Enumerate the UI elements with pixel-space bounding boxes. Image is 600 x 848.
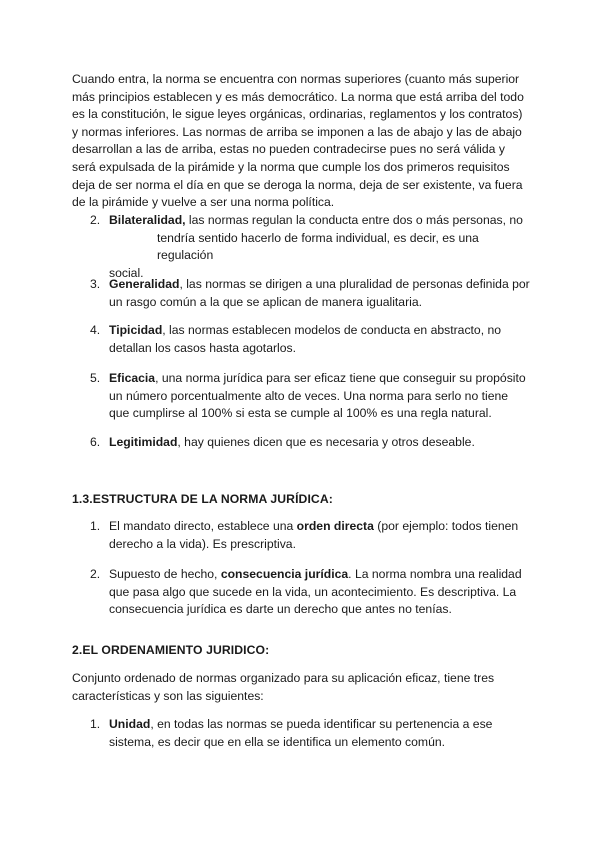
list-number: 2. bbox=[90, 213, 101, 227]
intro-line: es la constitución, le sigue leyes orgánicas, ordinarias, reglamentos y los contratos) bbox=[72, 107, 523, 122]
list-number: 3. bbox=[90, 277, 101, 291]
section-2-intro bbox=[72, 670, 532, 705]
list-text: que cumplirse al 100% si esta se cumple al 100% es una regla natural. bbox=[109, 406, 492, 421]
intro-line: desarrollan a las de arriba, estas no pueden contradecirse pues no será válida y bbox=[72, 142, 505, 157]
list-text: El mandato directo, establece una bbox=[109, 519, 297, 533]
list-item-tipicidad bbox=[90, 322, 530, 357]
list-item-legitimidad bbox=[90, 434, 530, 452]
list-text: detallan los casos hasta agotarlos. bbox=[109, 340, 296, 355]
list-text: consecuencia jurídica es darte un derecho que antes no tenías. bbox=[109, 602, 452, 617]
intro-line: más principios establecen y es más democrático. La norma que está arriba del todo bbox=[72, 89, 524, 104]
intro-paragraph bbox=[72, 71, 532, 212]
section-heading-ordenamiento: 2.EL ORDENAMIENTO JURIDICO: bbox=[72, 643, 270, 657]
list-term: Legitimidad bbox=[109, 435, 178, 449]
list-number: 4. bbox=[90, 323, 101, 337]
intro-line: y normas inferiores. Las normas de arriba se imponen a las de abajo y las de abajo bbox=[72, 124, 522, 139]
list-item-unidad bbox=[90, 716, 530, 751]
list-item-orden-directa bbox=[90, 518, 530, 553]
list-text: . La norma nombra una realidad bbox=[348, 567, 522, 581]
list-number: 1. bbox=[90, 519, 101, 533]
list-item-eficacia bbox=[90, 370, 530, 423]
list-text: las normas regulan la conducta entre dos o más personas, no bbox=[185, 213, 523, 227]
list-text: derecho a la vida). Es prescriptiva. bbox=[109, 536, 296, 551]
list-text: , hay quienes dicen que es necesaria y otros deseable. bbox=[177, 435, 475, 449]
intro-line: deja de ser norma el día en que se deroga la norma, deja de ser existente, va fuera bbox=[72, 177, 523, 192]
list-item-bilateralidad bbox=[90, 212, 530, 282]
list-number: 5. bbox=[90, 371, 101, 385]
list-number: 2. bbox=[90, 567, 101, 581]
list-text: social. bbox=[109, 265, 144, 280]
list-text: que pasa algo que sucede en la vida, un acontecimiento. Es descriptiva. La bbox=[109, 584, 517, 599]
intro-line: Cuando entra, la norma se encuentra con normas superiores (cuanto más superior bbox=[72, 72, 520, 86]
list-term: Unidad bbox=[109, 717, 151, 731]
intro-line: de la pirámide y vuelve a ser una norma política. bbox=[72, 195, 335, 210]
list-text: Supuesto de hecho, bbox=[109, 567, 221, 581]
list-number: 6. bbox=[90, 435, 101, 449]
list-item-consecuencia-juridica bbox=[90, 566, 530, 619]
list-text: (por ejemplo: todos tienen bbox=[373, 519, 519, 533]
list-text: sistema, es decir que en ella se identifica un elemento común. bbox=[109, 734, 446, 749]
list-text: un rasgo común a la que se aplican de manera igualitaria. bbox=[109, 294, 423, 309]
list-term: consecuencia jurídica bbox=[220, 567, 349, 581]
list-term: Generalidad bbox=[109, 277, 180, 291]
list-term: Eficacia bbox=[109, 371, 156, 385]
list-number: 1. bbox=[90, 717, 101, 731]
list-text: , las normas se dirigen a una pluralidad de personas definida por bbox=[179, 277, 530, 291]
list-term: Tipicidad bbox=[109, 323, 163, 337]
list-text: tendría sentido hacerlo de forma individual, es decir, es una regulación bbox=[157, 230, 479, 263]
intro-line: Conjunto ordenado de normas organizado para su aplicación eficaz, tiene tres bbox=[72, 671, 495, 685]
list-text: , en todas las normas se pueda identificar su pertenencia a ese bbox=[150, 717, 493, 731]
intro-line: será expulsada de la pirámide y la norma que cumple los dos primeros requisitos bbox=[72, 159, 510, 174]
list-text: , una norma jurídica para ser eficaz tiene que conseguir su propósito bbox=[155, 371, 526, 385]
list-text: , las normas establecen modelos de conducta en abstracto, no bbox=[162, 323, 502, 337]
list-term: Bilateralidad, bbox=[109, 213, 186, 227]
list-item-generalidad bbox=[90, 276, 530, 311]
list-text: un número porcentualmente alto de veces. Una norma para serlo no tiene bbox=[109, 388, 509, 403]
section-heading-estructura: 1.3.ESTRUCTURA DE LA NORMA JURÍDICA: bbox=[72, 492, 333, 506]
intro-line: características y son las siguientes: bbox=[72, 688, 264, 703]
list-term: orden directa bbox=[296, 519, 374, 533]
